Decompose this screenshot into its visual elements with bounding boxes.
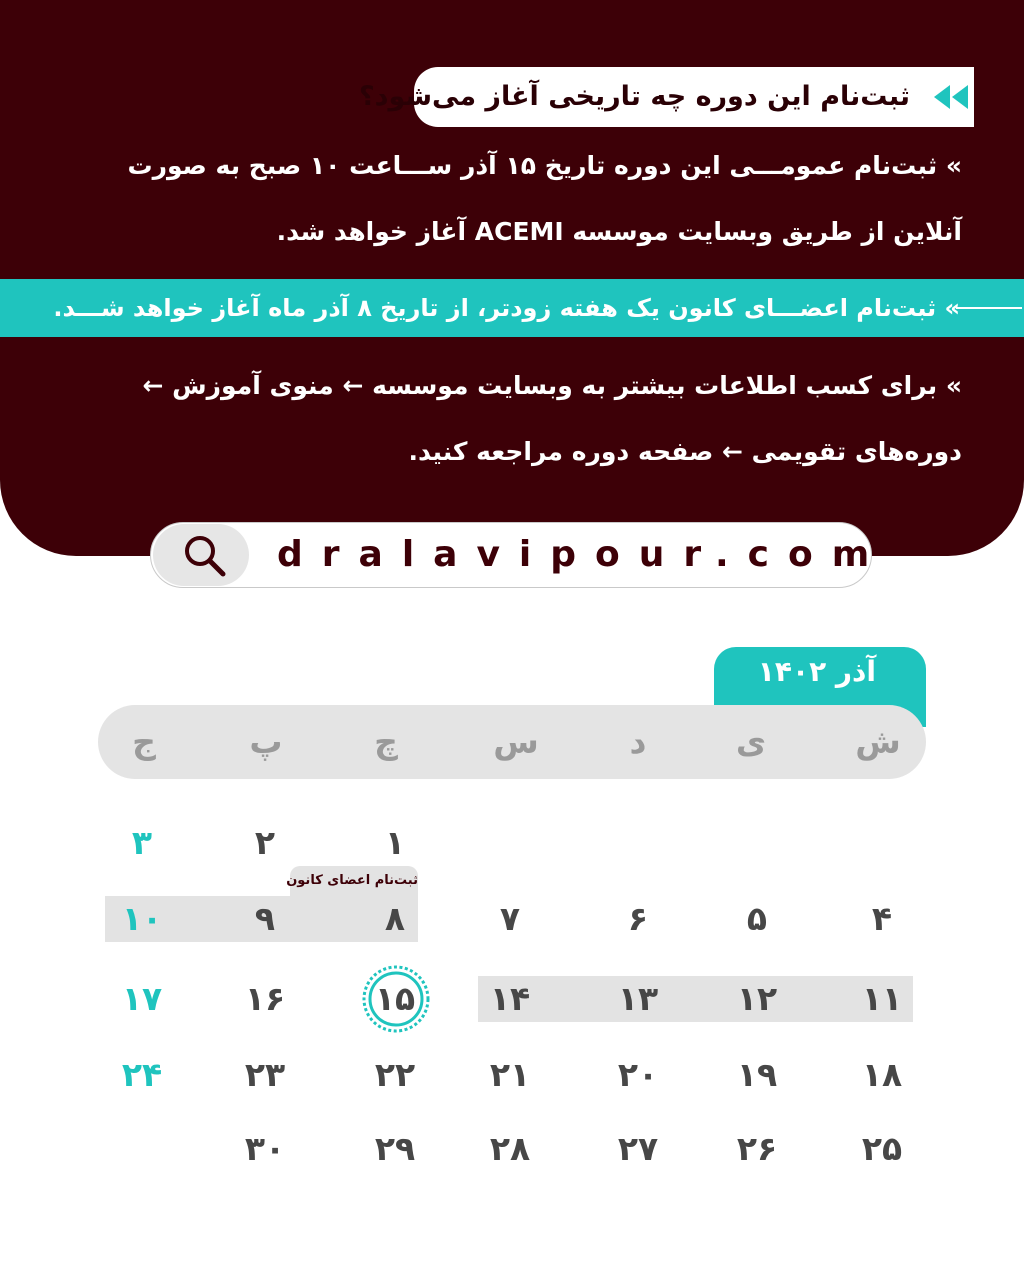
day-3[interactable]: ۳ — [131, 823, 153, 862]
members-highlight-band — [0, 279, 1024, 337]
weekday-friday: ج — [132, 722, 156, 761]
day-19[interactable]: ۱۹ — [736, 1055, 778, 1094]
day-27[interactable]: ۲۷ — [617, 1129, 659, 1168]
day-18[interactable]: ۱۸ — [861, 1055, 903, 1094]
day-15[interactable]: ۱۵ — [374, 979, 416, 1018]
day-2[interactable]: ۲ — [254, 823, 276, 862]
day-17[interactable]: ۱۷ — [121, 979, 163, 1018]
day-30[interactable]: ۳۰ — [244, 1129, 286, 1168]
members-registration-tag: ثبت‌نام اعضای کانون — [290, 866, 418, 896]
day-4[interactable]: ۴ — [871, 899, 893, 938]
question-text: ثبت‌نام این دوره چه تاریخی آغاز می‌شود؟ — [359, 81, 910, 112]
day-11[interactable]: ۱۱ — [861, 979, 903, 1018]
day-14[interactable]: ۱۴ — [489, 979, 531, 1018]
arrow-line-icon — [954, 300, 1024, 316]
day-12[interactable]: ۱۲ — [736, 979, 778, 1018]
weekday-thursday: پ — [249, 722, 283, 761]
members-highlight-text: » ثبت‌نام اعضـــای کانون یک هفته زودتر، از تاریخ ۸ آذر ماه آغاز خواهد شـــد. — [53, 294, 960, 322]
day-20[interactable]: ۲۰ — [617, 1055, 659, 1094]
day-21[interactable]: ۲۱ — [489, 1055, 531, 1094]
day-6[interactable]: ۶ — [627, 899, 649, 938]
weekday-tuesday: س — [493, 722, 539, 761]
registration-info-text: » ثبت‌نام عمومـــی این دوره تاریخ ۱۵ آذر ســـاعت ۱۰ صبح به صورت آنلاین از طریق وبسایت موسسه ACEMI آغاز خواهد شد. — [127, 151, 962, 246]
day-22[interactable]: ۲۲ — [374, 1055, 416, 1094]
question-banner — [359, 67, 974, 127]
day-5[interactable]: ۵ — [746, 899, 768, 938]
double-arrow-icon — [922, 67, 974, 127]
weekday-saturday: ش — [855, 722, 901, 761]
weekday-sunday: ی — [735, 722, 767, 761]
day-10[interactable]: ۱۰ — [121, 899, 163, 938]
website-search-bar[interactable] — [150, 522, 889, 588]
day-26[interactable]: ۲۶ — [736, 1129, 778, 1168]
search-icon — [183, 534, 227, 578]
more-info-text: » برای کسب اطلاعات بیشتر به وبسایت موسسه ← منوی آموزش ← دوره‌های تقویمی ← صفحه دوره مراجعه کنید. — [142, 371, 962, 466]
weekday-header — [98, 705, 926, 779]
search-button[interactable] — [153, 524, 249, 586]
day-9[interactable]: ۹ — [254, 899, 276, 938]
day-13[interactable]: ۱۳ — [617, 979, 659, 1018]
day-8[interactable]: ۸ — [384, 899, 406, 938]
day-29[interactable]: ۲۹ — [374, 1129, 416, 1168]
day-25[interactable]: ۲۵ — [861, 1129, 903, 1168]
day-24[interactable]: ۲۴ — [121, 1055, 163, 1094]
weekday-monday: د — [629, 722, 647, 761]
weekday-wednesday: چ — [374, 722, 398, 761]
month-title: آذر ۱۴۰۲ — [757, 655, 876, 688]
website-url[interactable]: dralavipour.com — [277, 534, 889, 575]
day-16[interactable]: ۱۶ — [244, 979, 286, 1018]
day-7[interactable]: ۷ — [499, 899, 521, 938]
day-28[interactable]: ۲۸ — [489, 1129, 531, 1168]
day-1[interactable]: ۱ — [384, 823, 406, 862]
info-panel — [0, 0, 1024, 556]
day-23[interactable]: ۲۳ — [244, 1055, 286, 1094]
